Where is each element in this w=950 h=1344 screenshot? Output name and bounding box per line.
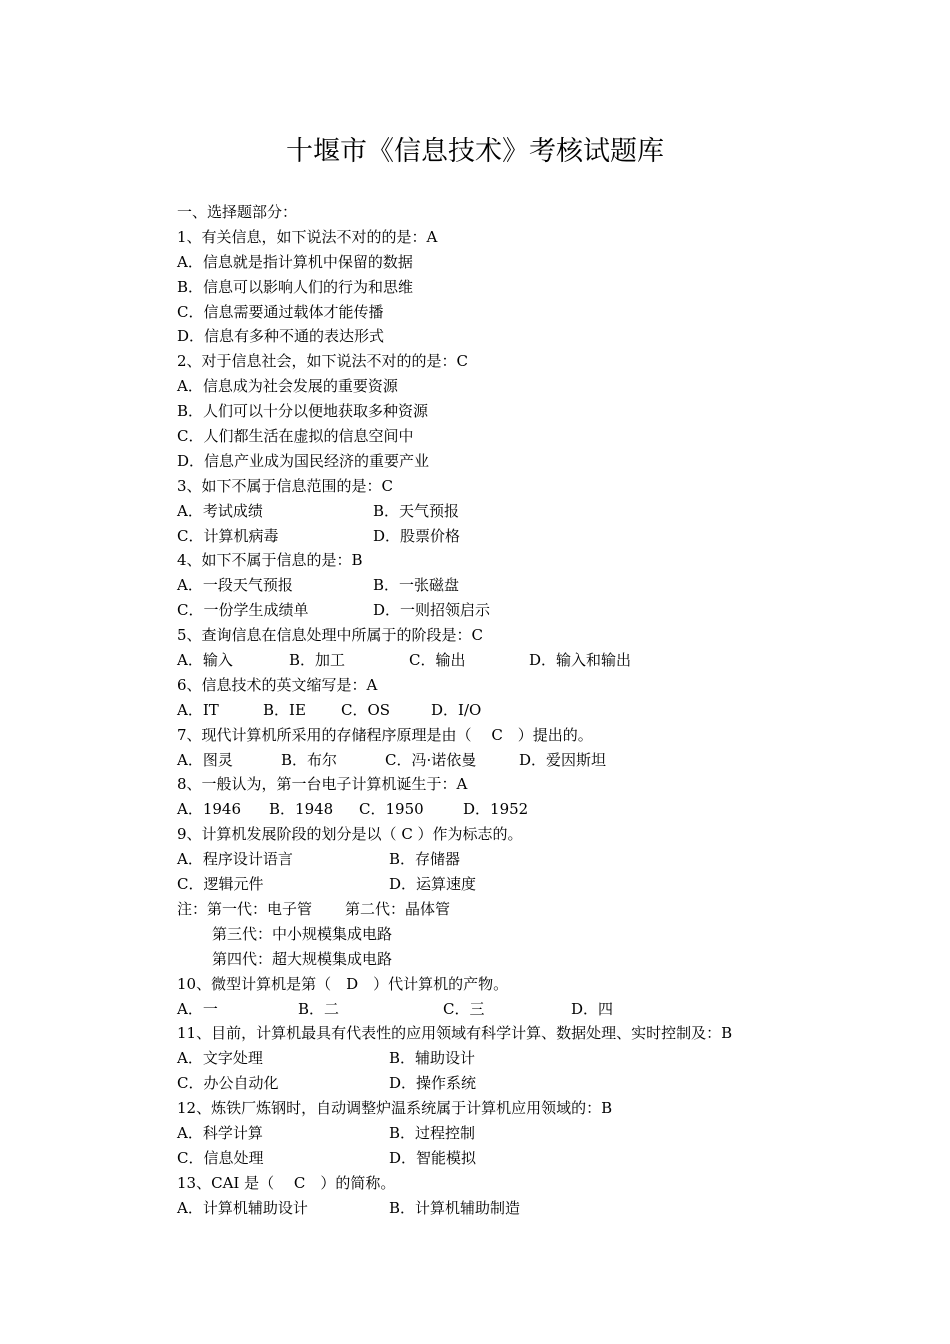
option-text: D．智能模拟 <box>389 1148 477 1167</box>
option-text: A．考试成绩 <box>177 501 263 520</box>
text-line <box>177 349 877 374</box>
text-line <box>177 772 877 797</box>
text-line <box>177 1071 877 1096</box>
text-line <box>177 748 877 773</box>
line-text: C．信息需要通过载体才能传播 <box>177 302 384 321</box>
line-text: 13、CAI 是（ C ）的简称。 <box>177 1173 396 1192</box>
option-text: D．操作系统 <box>389 1074 477 1093</box>
option-text: B．一张磁盘 <box>373 576 460 595</box>
option-text: C．OS <box>341 700 391 719</box>
text-line <box>177 822 877 847</box>
option-text: 第二代：晶体管 <box>345 899 451 918</box>
text-line <box>177 499 877 524</box>
text-line <box>177 424 877 449</box>
text-line <box>177 947 877 972</box>
line-text: D．信息产业成为国民经济的重要产业 <box>177 451 430 470</box>
option-text: B．计算机辅助制造 <box>389 1198 521 1217</box>
option-text: B．加工 <box>289 651 346 670</box>
option-text: B．辅助设计 <box>389 1049 476 1068</box>
line-text: 3、如下不属于信息范围的是：C <box>177 476 394 495</box>
line-text: 第三代：中小规模集成电路 <box>212 924 393 943</box>
text-line <box>177 573 877 598</box>
line-text: 2、对于信息社会，如下说法不对的的是：C <box>177 352 469 371</box>
line-text: 一、选择题部分： <box>177 203 298 221</box>
option-text: C．1950 <box>359 800 424 819</box>
option-text: A．1946 <box>177 800 242 819</box>
option-text: B．二 <box>298 999 340 1018</box>
text-line <box>177 399 877 424</box>
text-line <box>177 548 877 573</box>
option-text: A．科学计算 <box>177 1123 263 1142</box>
text-line <box>177 872 877 897</box>
option-text: B．IE <box>263 700 306 719</box>
line-text: B．信息可以影响人们的行为和思维 <box>177 277 414 296</box>
option-text: D．爱因斯坦 <box>519 750 607 769</box>
option-text: D．一则招领启示 <box>373 601 491 620</box>
line-text: 1、有关信息，如下说法不对的的是：A <box>177 227 438 246</box>
line-text: 4、如下不属于信息的是：B <box>177 551 363 570</box>
line-text: D．信息有多种不通的表达形式 <box>177 327 385 346</box>
text-line <box>177 1196 877 1221</box>
line-text: C．人们都生活在虚拟的信息空间中 <box>177 427 414 446</box>
line-text: 10、微型计算机是第（ D ）代计算机的产物。 <box>177 974 509 993</box>
option-text: C．办公自动化 <box>177 1074 279 1093</box>
line-text: A．信息就是指计算机中保留的数据 <box>177 252 413 271</box>
text-line <box>177 474 877 499</box>
line-text: 第四代：超大规模集成电路 <box>212 949 393 968</box>
text-line <box>177 1046 877 1071</box>
text-line <box>177 1021 877 1046</box>
option-text: A．计算机辅助设计 <box>177 1198 308 1217</box>
question-list <box>177 200 877 1221</box>
text-line <box>177 250 877 275</box>
text-line <box>177 200 877 225</box>
option-text: A．图灵 <box>177 750 233 769</box>
option-text: B．1948 <box>269 800 334 819</box>
text-line <box>177 623 877 648</box>
text-line <box>177 324 877 349</box>
option-text: C．计算机病毒 <box>177 526 279 545</box>
option-text: C．信息处理 <box>177 1148 264 1167</box>
line-text: 12、炼铁厂炼钢时，自动调整炉温系统属于计算机应用领域的：B <box>177 1099 613 1118</box>
option-text: A．一 <box>177 999 218 1018</box>
text-line <box>177 897 877 922</box>
option-text: C．逻辑元件 <box>177 875 264 894</box>
option-text: B．过程控制 <box>389 1123 476 1142</box>
document-title: 十堰市《信息技术》考核试题库 <box>286 136 664 167</box>
line-text: 5、查询信息在信息处理中所属于的阶段是：C <box>177 626 484 645</box>
option-text: C．输出 <box>409 651 466 670</box>
text-line <box>177 1146 877 1171</box>
option-text: A．程序设计语言 <box>177 850 293 869</box>
text-line <box>177 1171 877 1196</box>
option-text: C．一份学生成绩单 <box>177 601 309 620</box>
line-text: 8、一般认为，第一台电子计算机诞生于：A <box>177 775 468 794</box>
option-text: B．布尔 <box>281 750 338 769</box>
text-line <box>177 1096 877 1121</box>
option-text: B．存储器 <box>389 850 461 869</box>
text-line <box>177 598 877 623</box>
option-text: D．I/O <box>431 700 482 719</box>
text-line <box>177 847 877 872</box>
text-line <box>177 300 877 325</box>
option-text: D．输入和输出 <box>529 651 632 670</box>
text-line <box>177 723 877 748</box>
option-text: B．天气预报 <box>373 501 460 520</box>
text-line <box>177 275 877 300</box>
line-text: B．人们可以十分以便地获取多种资源 <box>177 402 429 421</box>
text-line <box>177 524 877 549</box>
text-line <box>177 225 877 250</box>
text-line <box>177 997 877 1022</box>
option-text: A．一段天气预报 <box>177 576 293 595</box>
line-text: A．信息成为社会发展的重要资源 <box>177 377 398 396</box>
option-text: A．文字处理 <box>177 1049 263 1068</box>
line-text: 6、信息技术的英文缩写是：A <box>177 675 378 694</box>
text-line <box>177 648 877 673</box>
line-text: 9、计算机发展阶段的划分是以（ C ）作为标志的。 <box>177 825 523 844</box>
text-line <box>177 374 877 399</box>
text-line <box>177 698 877 723</box>
text-line <box>177 673 877 698</box>
line-text: 11、目前，计算机最具有代表性的应用领域有科学计算、数据处理、实时控制及：B <box>177 1024 733 1043</box>
option-text: D．股票价格 <box>373 526 461 545</box>
line-text: 7、现代计算机所采用的存储程序原理是由（ C ）提出的。 <box>177 725 593 744</box>
option-text: D．1952 <box>463 800 529 819</box>
text-line <box>177 1121 877 1146</box>
text-line <box>177 449 877 474</box>
text-line <box>177 797 877 822</box>
text-line <box>177 922 877 947</box>
option-text: A．IT <box>177 700 219 719</box>
option-text: A．输入 <box>177 651 233 670</box>
text-line <box>177 972 877 997</box>
option-text: C．冯·诺依曼 <box>385 750 477 769</box>
option-text: C．三 <box>443 999 485 1018</box>
option-text: 注：第一代：电子管 <box>177 899 313 918</box>
option-text: D．运算速度 <box>389 875 477 894</box>
option-text: D．四 <box>571 999 614 1018</box>
